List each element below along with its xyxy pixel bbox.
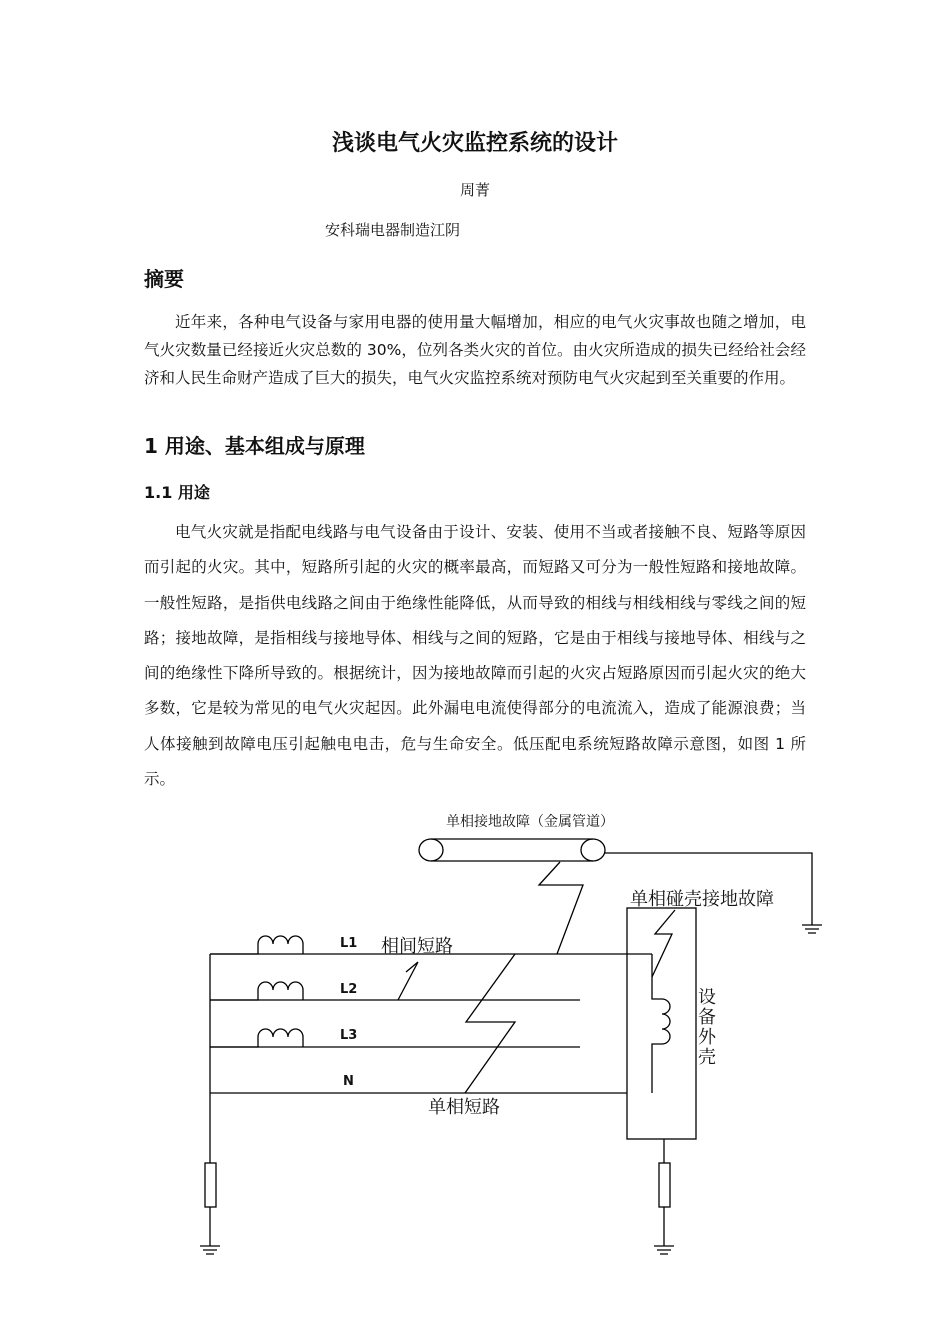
affiliation: 安科瑞电器制造江阴 <box>325 221 461 239</box>
enclosure-label-char-4: 壳 <box>698 1047 716 1068</box>
label-n: N <box>343 1074 354 1089</box>
label-phase-short: 相间短路 <box>381 936 453 957</box>
subsection-heading: 1.1 用途 <box>144 483 210 502</box>
fault-diagram <box>190 800 830 1270</box>
coil-l3 <box>210 1029 303 1047</box>
abstract-paragraph <box>144 308 806 392</box>
single-short-zigzag <box>465 954 515 1093</box>
body-text: 电气火灾就是指配电线路与电气设备由于设计、安装、使用不当或者接触不良、短路等原因而引起的火灾。其中，短路所引起的火灾的概率最高，而短路又可分为一般性短路和接地故障。一般性短路，是指供电线路之间由于绝缘性能降低，从而导致的相线与相线相线与零线之间的短路；接地故障，是指相线与接地导体、相线与之间的短路，它是由于相线与接地导体、相线与之间的绝缘性下降所导致的。根据统计，因为接地故障而引起的火灾占短路原因而引起火灾的绝大多数，它是较为常见的电气火灾起因。此外漏电电流使得部分的电流流入，造成了能源浪费；当人体接触到故障电压引起触电电击，危与生命安全。低压配电系统短路故障示意图，如图 1 所示。 <box>144 523 806 789</box>
page-title: 浅谈电气火灾监控系统的设计 <box>331 131 618 156</box>
pipe-end-right <box>581 839 605 861</box>
abstract-text: 近年来，各种电气设备与家用电器的使用量大幅增加，相应的电气火灾事故也随之增加，电气火灾数量已经接近火灾总数的 30%，位列各类火灾的首位。由火灾所造成的损失已经给社会经济和人民生命财产造成了巨大的损失，电气火灾监控系统对预防电气火灾起到至关重要的作用。 <box>144 313 806 387</box>
enclosure-label-char-2: 备 <box>698 1007 716 1028</box>
section-heading: 1 用途、基本组成与原理 <box>144 434 365 458</box>
enclosure-label-char-3: 外 <box>698 1027 716 1048</box>
pipe-fault-zigzag <box>539 862 583 954</box>
phase-short-zigzag <box>398 962 418 1000</box>
label-l2: L2 <box>340 982 358 997</box>
pipe-end-left <box>419 839 443 861</box>
coil-l1 <box>210 936 303 954</box>
ground-symbol-right-bottom <box>654 1246 674 1254</box>
body-paragraph <box>144 515 806 797</box>
ground-symbol-right <box>802 925 822 933</box>
equipment-enclosure <box>627 908 696 1139</box>
enclosure-label-char-1: 设 <box>698 987 716 1008</box>
label-pipe-fault: 单相接地故障（金属管道） <box>446 814 614 830</box>
ground-symbol-left <box>200 1246 220 1254</box>
label-shell-fault: 单相碰壳接地故障 <box>630 889 774 910</box>
abstract-heading: 摘要 <box>144 267 184 291</box>
label-l3: L3 <box>340 1028 358 1043</box>
label-l1: L1 <box>340 936 358 951</box>
resistor-left <box>205 1163 216 1207</box>
coil-l2 <box>210 982 303 1000</box>
shell-fault-zigzag <box>652 910 675 977</box>
label-single-short: 单相短路 <box>428 1097 500 1118</box>
metal-pipe <box>431 839 593 861</box>
resistor-right <box>659 1163 670 1207</box>
load-coil <box>652 954 670 1093</box>
author: 周菁 <box>459 181 490 199</box>
